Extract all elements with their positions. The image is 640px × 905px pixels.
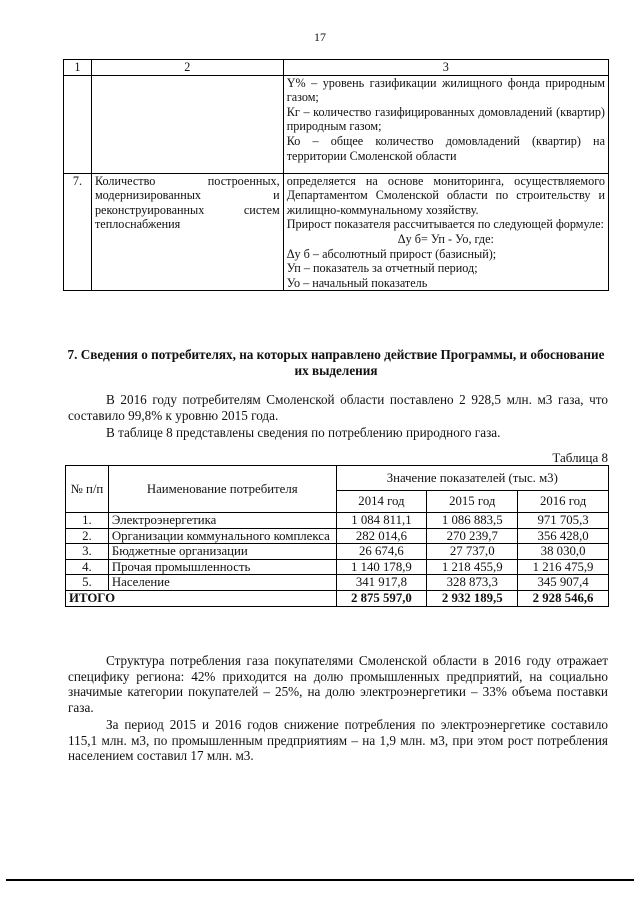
row-description bbox=[283, 75, 608, 173]
total-label: ИТОГО bbox=[66, 590, 337, 606]
table-row bbox=[64, 173, 609, 291]
paragraph-dynamics: За период 2015 и 2016 годов снижение потребления по электроэнергетике составило 115,1 млн. м3, по промышленным предприятиям – на 1,9 млн. м3, при этом рост потребления населением составил 17 млн. м3. bbox=[68, 717, 608, 763]
def-total-households: Ко – общее количество домовладений (квартир) на территории Смоленской области bbox=[286, 133, 605, 163]
page-number: 17 bbox=[314, 30, 326, 44]
total-2014: 2 875 597,0 bbox=[336, 590, 427, 606]
year-2016-header: 2016 год bbox=[518, 491, 609, 513]
year-2014-header: 2014 год bbox=[336, 491, 427, 513]
gas-consumption-table bbox=[65, 465, 609, 607]
table-label: Таблица 8 bbox=[552, 450, 608, 465]
formula: Δу б= Уп - Уо, где: bbox=[397, 231, 494, 246]
row-number: 7. bbox=[64, 173, 92, 291]
total-2016: 2 928 546,6 bbox=[518, 590, 609, 606]
indicators-table-continued bbox=[63, 59, 609, 291]
table-header-row bbox=[64, 60, 609, 76]
def-absolute-growth: Δу б – абсолютный прирост (базисный); bbox=[286, 246, 497, 261]
def-gasification-level: Y% – уровень газификации жилищного фонда природным газом; bbox=[286, 75, 605, 105]
table-row: 1. Электроэнергетика 1 084 811,1 1 086 883,5 971 705,3 bbox=[66, 513, 609, 529]
table-row: 2. Организации коммунального комплекса 282 014,6 270 239,7 356 428,0 bbox=[66, 528, 609, 544]
total-row bbox=[66, 590, 609, 606]
paragraph-delivery: В 2016 году потребителям Смоленской области поставлено 2 928,5 млн. м3 газа, что составило 99,8% к уровню 2015 года. bbox=[68, 392, 608, 423]
header-col-1: 1 bbox=[64, 60, 92, 76]
paragraph-structure: Структура потребления газа покупателями Смоленской области в 2016 году отражает специфику региона: 42% приходится на долю промышленных предприятий, на социально значимые категории покупателей – 25%, на долю электроэнергетики – 33% объема поставки газа. bbox=[68, 653, 608, 715]
table-row: 4. Прочая промышленность 1 140 178,9 1 218 455,9 1 216 475,9 bbox=[66, 559, 609, 575]
def-reporting-period: Уп – показатель за отчетный период; bbox=[286, 261, 478, 276]
table-header-row bbox=[66, 466, 609, 491]
header-col-2: 2 bbox=[91, 60, 283, 76]
total-2015: 2 932 189,5 bbox=[427, 590, 518, 606]
col-name-header: Наименование потребителя bbox=[108, 466, 336, 513]
paragraph-table-intro: В таблице 8 представлены сведения по потреблению природного газа. bbox=[106, 425, 501, 440]
table-row: 5. Население 341 917,8 328 873,3 345 907,4 bbox=[66, 575, 609, 591]
col-number-header: № п/п bbox=[66, 466, 109, 513]
table-row bbox=[64, 75, 609, 173]
year-2015-header: 2015 год bbox=[427, 491, 518, 513]
row-indicator-name: Количество построенных, модернизированных и реконструированных систем теплоснабжения bbox=[91, 173, 283, 291]
growth-text: Прирост показателя рассчитывается по следующей формуле: bbox=[286, 217, 604, 232]
row-description bbox=[283, 173, 608, 291]
col-values-header: Значение показателей (тыс. м3) bbox=[336, 466, 608, 491]
monitoring-text: определяется на основе мониторинга, осуществляемого Департаментом Смоленской области по строительству и жилищно-коммунальному хозяйству. bbox=[286, 173, 605, 217]
def-initial-value: Уо – начальный показатель bbox=[286, 275, 428, 290]
footer-rule bbox=[6, 879, 634, 881]
table-row: 3. Бюджетные организации 26 674,6 27 737,0 38 030,0 bbox=[66, 544, 609, 560]
section-title: 7. Сведения о потребителях, на которых направлено действие Программы, и обоснование их выделения bbox=[67, 347, 605, 378]
header-col-3: 3 bbox=[283, 60, 608, 76]
def-gasified-households: Кг – количество газифицированных домовладений (квартир) природным газом; bbox=[286, 104, 605, 134]
